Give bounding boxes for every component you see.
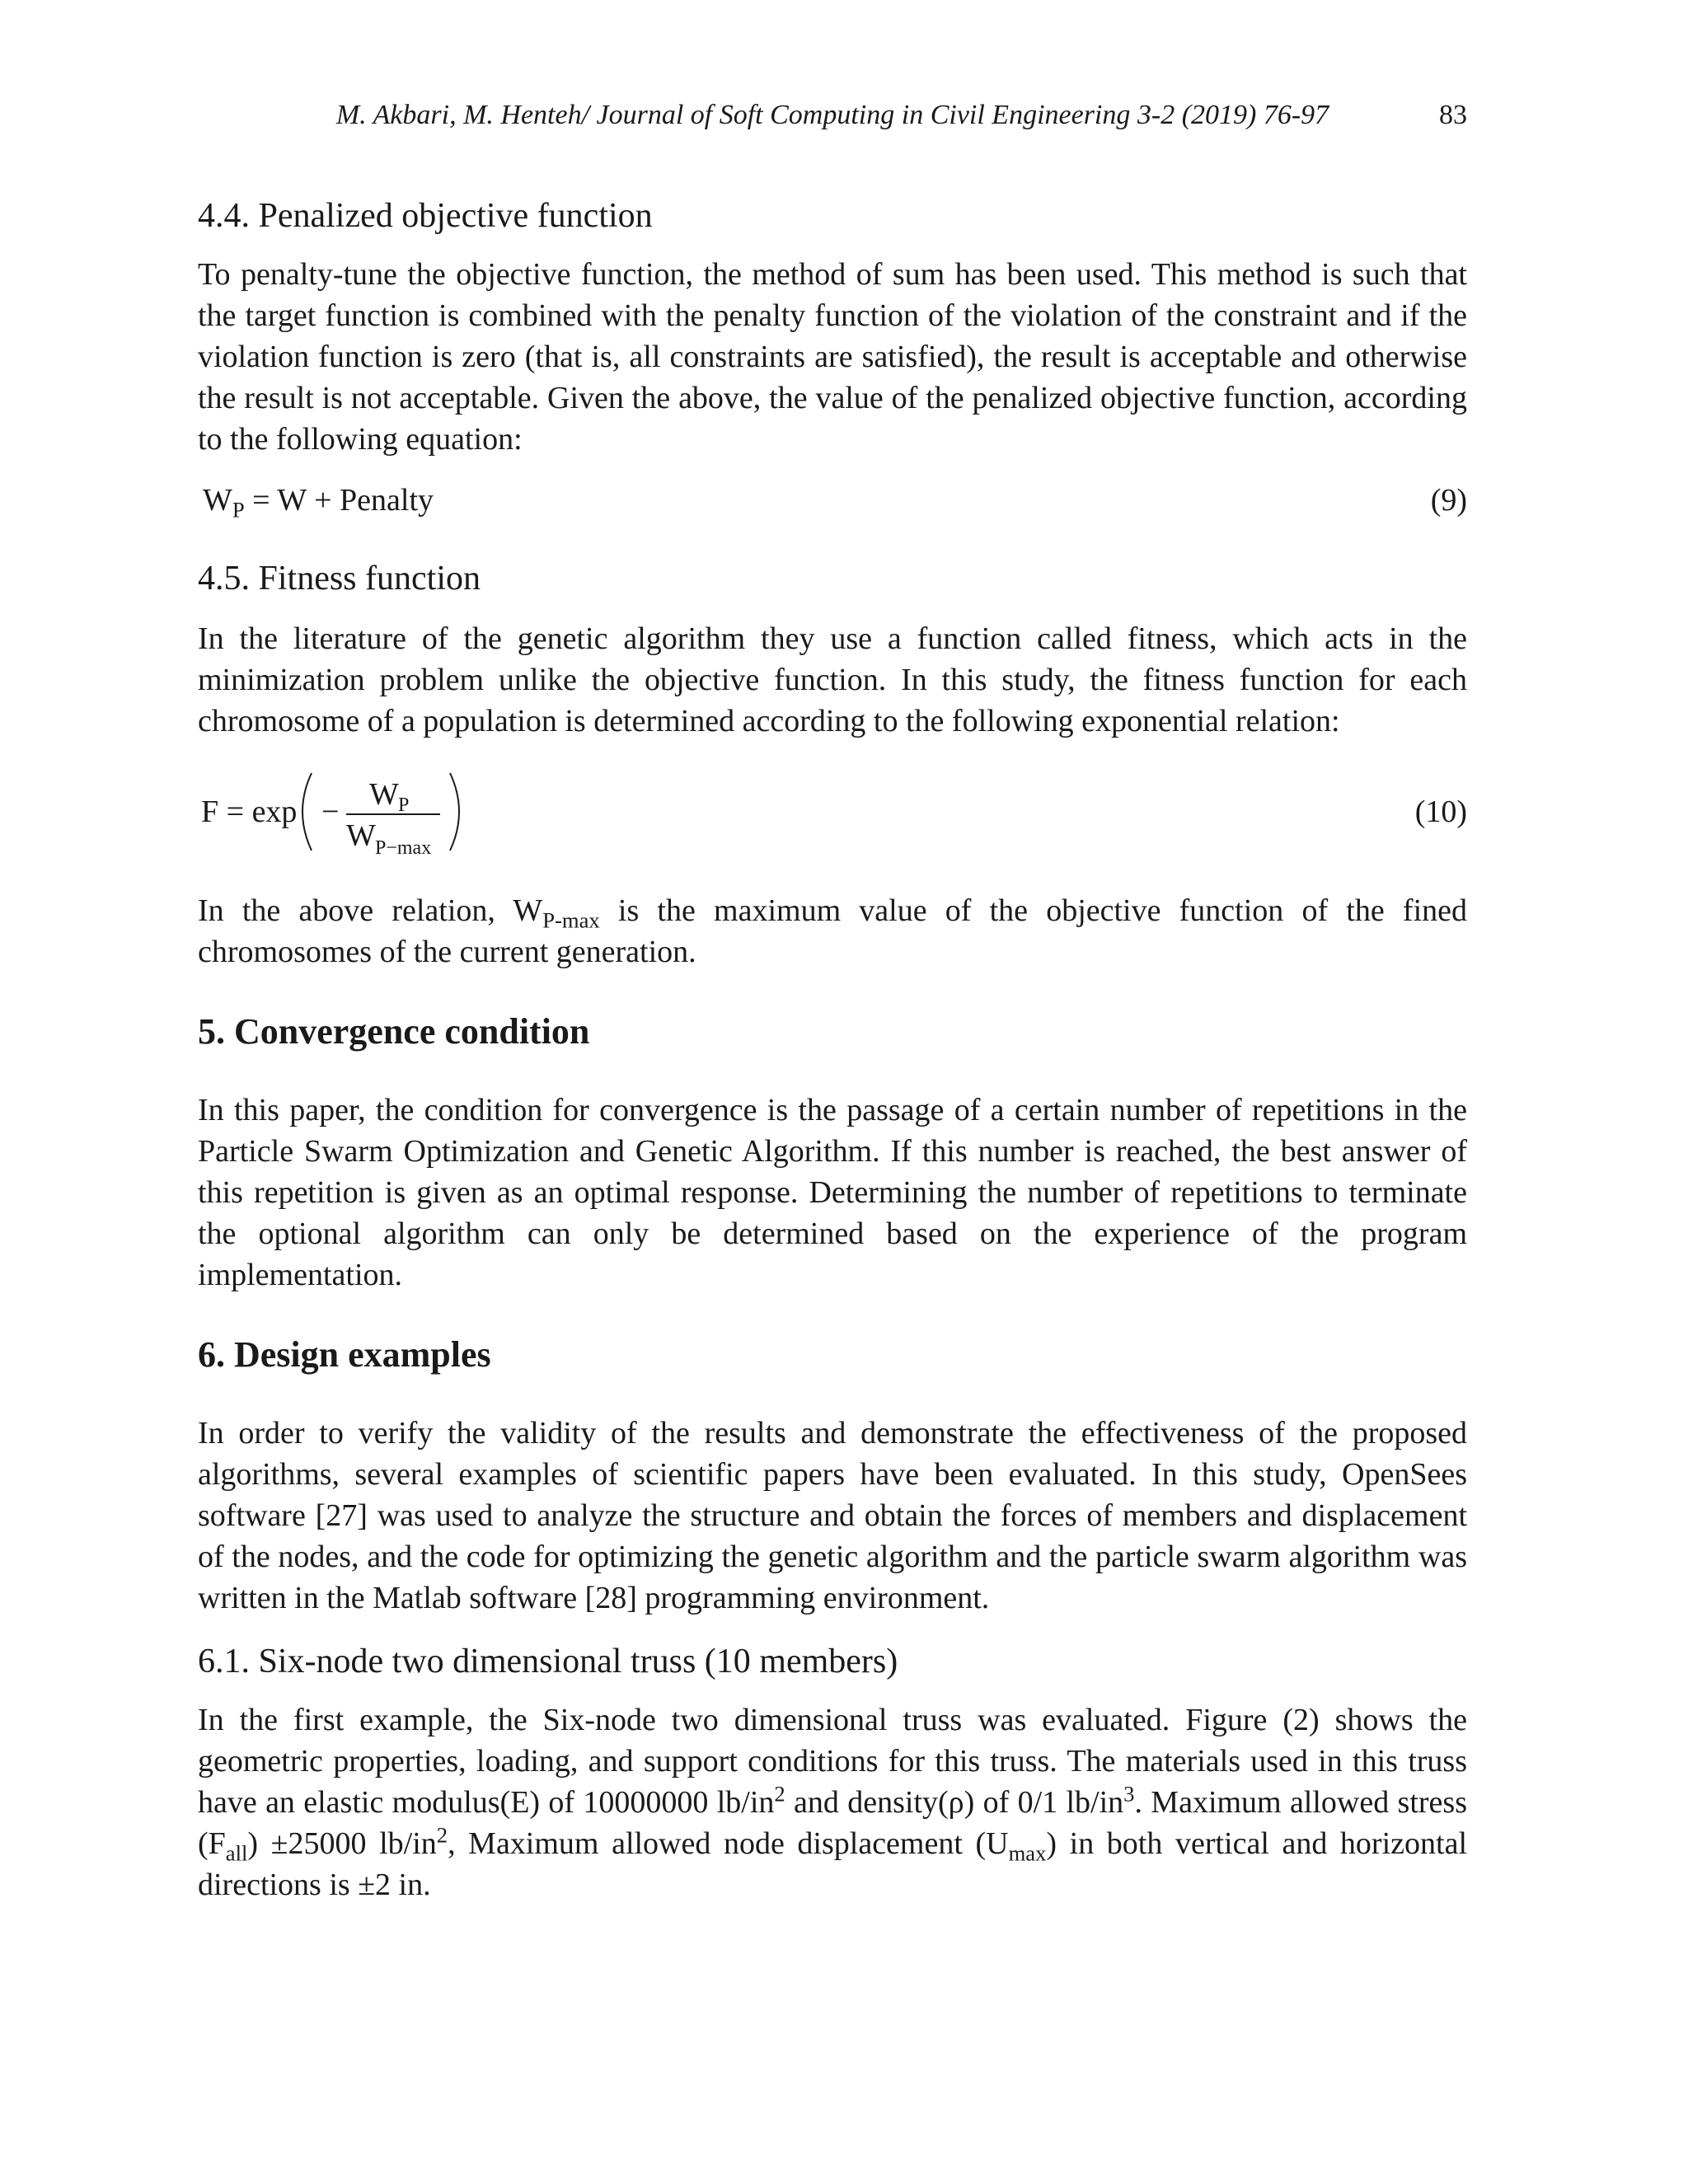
page-number: 83 <box>1439 100 1467 130</box>
p61-text-5: , Maximum allowed node displacement (U <box>448 1826 1009 1861</box>
p61-text-3: . Maximum allowed stress (F <box>198 1785 1468 1861</box>
p61-text-2: and density(ρ) of 0/1 lb/in <box>785 1785 1124 1820</box>
eq10-minus: − <box>321 794 340 829</box>
paragraph-4-4: To penalty-tune the objective function, the method of sum has been used. This method is such that the target function is combined with the penalty function of the violation of the constraint and if the violation function is zero (that is, all constraints are satisfied), the result is acceptable and otherwise the result is not acceptable. Given the above, the value of the penalized objective function, according to the following equation: <box>198 257 1467 457</box>
paragraph-6-1 <box>198 1699 1467 1905</box>
paragraph-4-5: In the literature of the genetic algorithm they use a function called fitness, which acts in the minimization problem unlike the objective function. In this study, the fitness function for each chromosome of a population is determined according to the following exponential relation: <box>198 621 1467 738</box>
right-paren <box>450 773 459 851</box>
eq9-rhs: = W + Penalty <box>252 483 434 518</box>
paragraph-6: In order to verify the validity of the results and demonstrate the effectiveness of the proposed algorithms, several examples of scientific papers have been evaluated. In this study, OpenSees software [27] was used to analyze the structure and obtain the forces of members and displacement of the nodes, and the code for optimizing the genetic algorithm and the particle swarm algorithm was written in the Matlab software [28] programming environment. <box>198 1416 1467 1615</box>
equation-9 <box>198 480 1467 521</box>
section-title-5: 5. Convergence condition <box>198 1011 590 1052</box>
eq9-lhs-sub: P <box>232 497 245 523</box>
left-paren <box>302 773 312 851</box>
after-eq10-text-2: is the maximum value of the objective function of the fined chromosomes of the current generation. <box>198 893 1467 969</box>
eq9-lhs: W <box>203 483 232 518</box>
running-header: M. Akbari, M. Henteh/ Journal of Soft Computing in Civil Engineering 3-2 (2019) 76-97 <box>335 100 1329 130</box>
p61-text-4: ) ±25000 lb/in <box>247 1826 437 1861</box>
eq10-denominator: W <box>346 818 376 853</box>
eq10-lhs: F = exp <box>201 794 298 829</box>
eq10-numerator: W <box>369 777 399 812</box>
p61-sub-1: all <box>225 1840 248 1866</box>
equation-9-number: (9) <box>1430 483 1467 518</box>
equation-10-expression <box>198 758 478 865</box>
paragraph-after-eq10 <box>198 890 1467 972</box>
after-eq10-sub: P-max <box>542 907 600 933</box>
p61-sub-2: max <box>1008 1840 1047 1866</box>
eq10-numerator-sub: P <box>398 794 410 816</box>
p61-sup-1: 2 <box>774 1781 785 1807</box>
p61-sup-2: 3 <box>1123 1781 1135 1807</box>
subsection-title-4-5: 4.5. Fitness function <box>198 560 481 598</box>
p61-sup-3: 2 <box>436 1822 448 1848</box>
paragraph-5: In this paper, the condition for convergence is the passage of a certain number of repetitions in the Particle Swarm Optimization and Genetic Algorithm. If this number is reached, the best answer of this repetition is given as an optimal response. Determining the number of repetitions to terminate the optional algorithm can only be determined based on the experience of the program implementation. <box>198 1093 1467 1292</box>
subsection-title-6-1: 6.1. Six-node two dimensional truss (10 members) <box>198 1643 898 1680</box>
p61-text-1: In the first example, the Six-node two dimensional truss was evaluated. Figure (2) shows the geometric properties, loading, and support conditions for this truss. The materials used in this truss have an elastic modulus(E) of 10000000 lb/in <box>198 1703 1467 1820</box>
equation-10 <box>198 758 1467 865</box>
eq10-denominator-sub: P−max <box>375 837 432 859</box>
section-title-6: 6. Design examples <box>198 1334 491 1375</box>
equation-9-expression <box>203 480 434 521</box>
p61-text-6: ) in both vertical and horizontal directions is ±2 in. <box>198 1826 1467 1902</box>
equation-10-number: (10) <box>1414 794 1467 829</box>
after-eq10-text-1: In the above relation, W <box>198 893 543 928</box>
subsection-title-4-4: 4.4. Penalized objective function <box>198 197 653 235</box>
